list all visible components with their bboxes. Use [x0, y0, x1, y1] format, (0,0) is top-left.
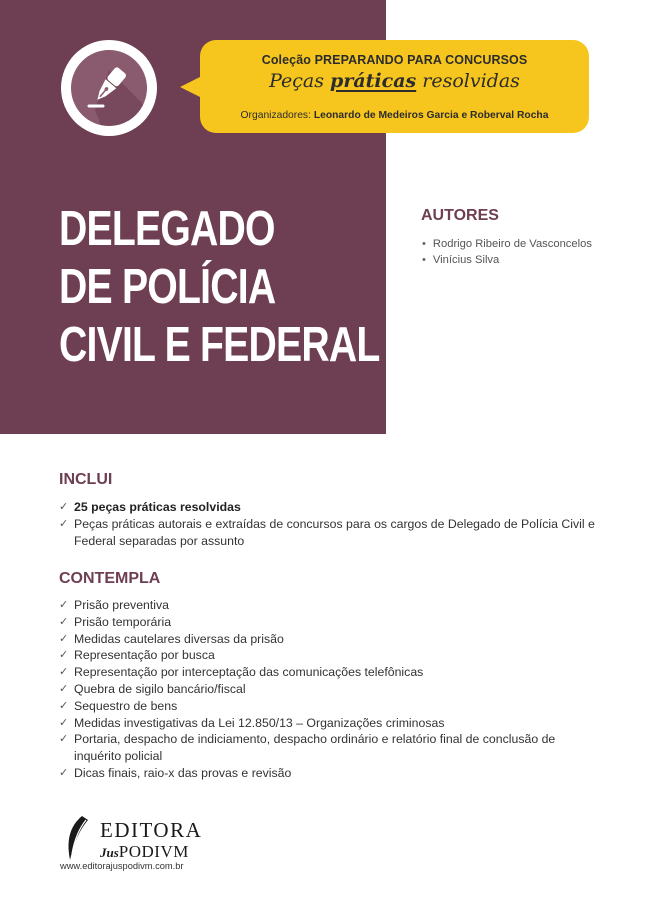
- book-title: [59, 200, 379, 374]
- authors-heading: AUTORES: [421, 207, 499, 224]
- check-icon: ✓: [59, 766, 69, 779]
- includes-heading: INCLUI: [59, 471, 113, 488]
- list-item: ✓ Quebra de sigilo bancário/fiscal: [59, 681, 246, 696]
- series-word-1: Peças: [269, 70, 324, 92]
- pen-nib-icon: [71, 50, 147, 126]
- series-title: [200, 70, 589, 92]
- check-icon: ✓: [59, 716, 69, 729]
- organizers-names: Leonardo de Medeiros Garcia e Roberval Rocha: [313, 110, 549, 121]
- series-word-3: resolvidas: [422, 70, 520, 92]
- collection-banner: [200, 40, 589, 133]
- collection-logo: [61, 40, 157, 136]
- check-icon: ✓: [59, 649, 69, 662]
- organizers-label: Organizadores:: [240, 110, 311, 121]
- list-item: ✓ Portaria, despacho de indiciamento, despacho ordinário e relatório final de conclusão de inquérito policial: [59, 732, 556, 764]
- author-item: • Rodrigo Ribeiro de Vasconcelos: [422, 236, 592, 252]
- series-word-2: práticas: [330, 70, 417, 92]
- collection-name: Coleção PREPARANDO PARA CONCURSOS: [261, 53, 528, 67]
- list-item: ✓ Sequestro de bens: [59, 698, 178, 713]
- title-line-2: DE POLÍCIA: [59, 260, 276, 314]
- check-icon: ✓: [59, 501, 69, 513]
- authors-list: [422, 236, 592, 268]
- contempla-list: [59, 597, 599, 782]
- list-item: ✓ Prisão temporária: [59, 614, 172, 629]
- title-line-1: DELEGADO: [59, 202, 275, 256]
- list-item: ✓ Peças práticas autorais e extraídas de concursos para os cargos de Delegado de Polícia Civil e Federal separadas por assunto: [59, 516, 595, 548]
- check-icon: ✓: [59, 733, 69, 746]
- check-icon: ✓: [59, 666, 69, 679]
- check-icon: ✓: [59, 615, 69, 628]
- list-item: ✓ Prisão preventiva: [59, 598, 170, 612]
- publisher-subname: JusPODIVM: [100, 842, 189, 861]
- title-line-3: CIVIL E FEDERAL: [59, 318, 380, 372]
- list-item: ✓ Medidas investigativas da Lei 12.850/13 – Organizações criminosas: [59, 715, 445, 730]
- check-icon: ✓: [59, 599, 69, 611]
- author-item: • Vinícius Silva: [422, 252, 592, 268]
- list-item: ✓ Representação por interceptação das comunicações telefônicas: [59, 665, 424, 680]
- contempla-heading: CONTEMPLA: [59, 570, 161, 587]
- includes-list: [59, 499, 599, 549]
- check-icon: ✓: [59, 699, 69, 712]
- list-item: ✓ 25 peças práticas resolvidas: [59, 500, 241, 514]
- list-item: ✓ Dicas finais, raio-x das provas e revisão: [59, 765, 292, 780]
- check-icon: ✓: [59, 682, 69, 695]
- publisher-name: EDITORA: [100, 818, 203, 842]
- list-item: ✓ Medidas cautelares diversas da prisão: [59, 631, 284, 646]
- list-item: ✓ Representação por busca: [59, 648, 215, 663]
- quill-icon: [60, 814, 94, 862]
- organizers-line: [200, 110, 589, 121]
- publisher-url[interactable]: www.editorajuspodivm.com.br: [60, 861, 184, 871]
- banner-pointer: [180, 76, 202, 98]
- check-icon: ✓: [59, 632, 69, 645]
- check-icon: ✓: [59, 517, 69, 530]
